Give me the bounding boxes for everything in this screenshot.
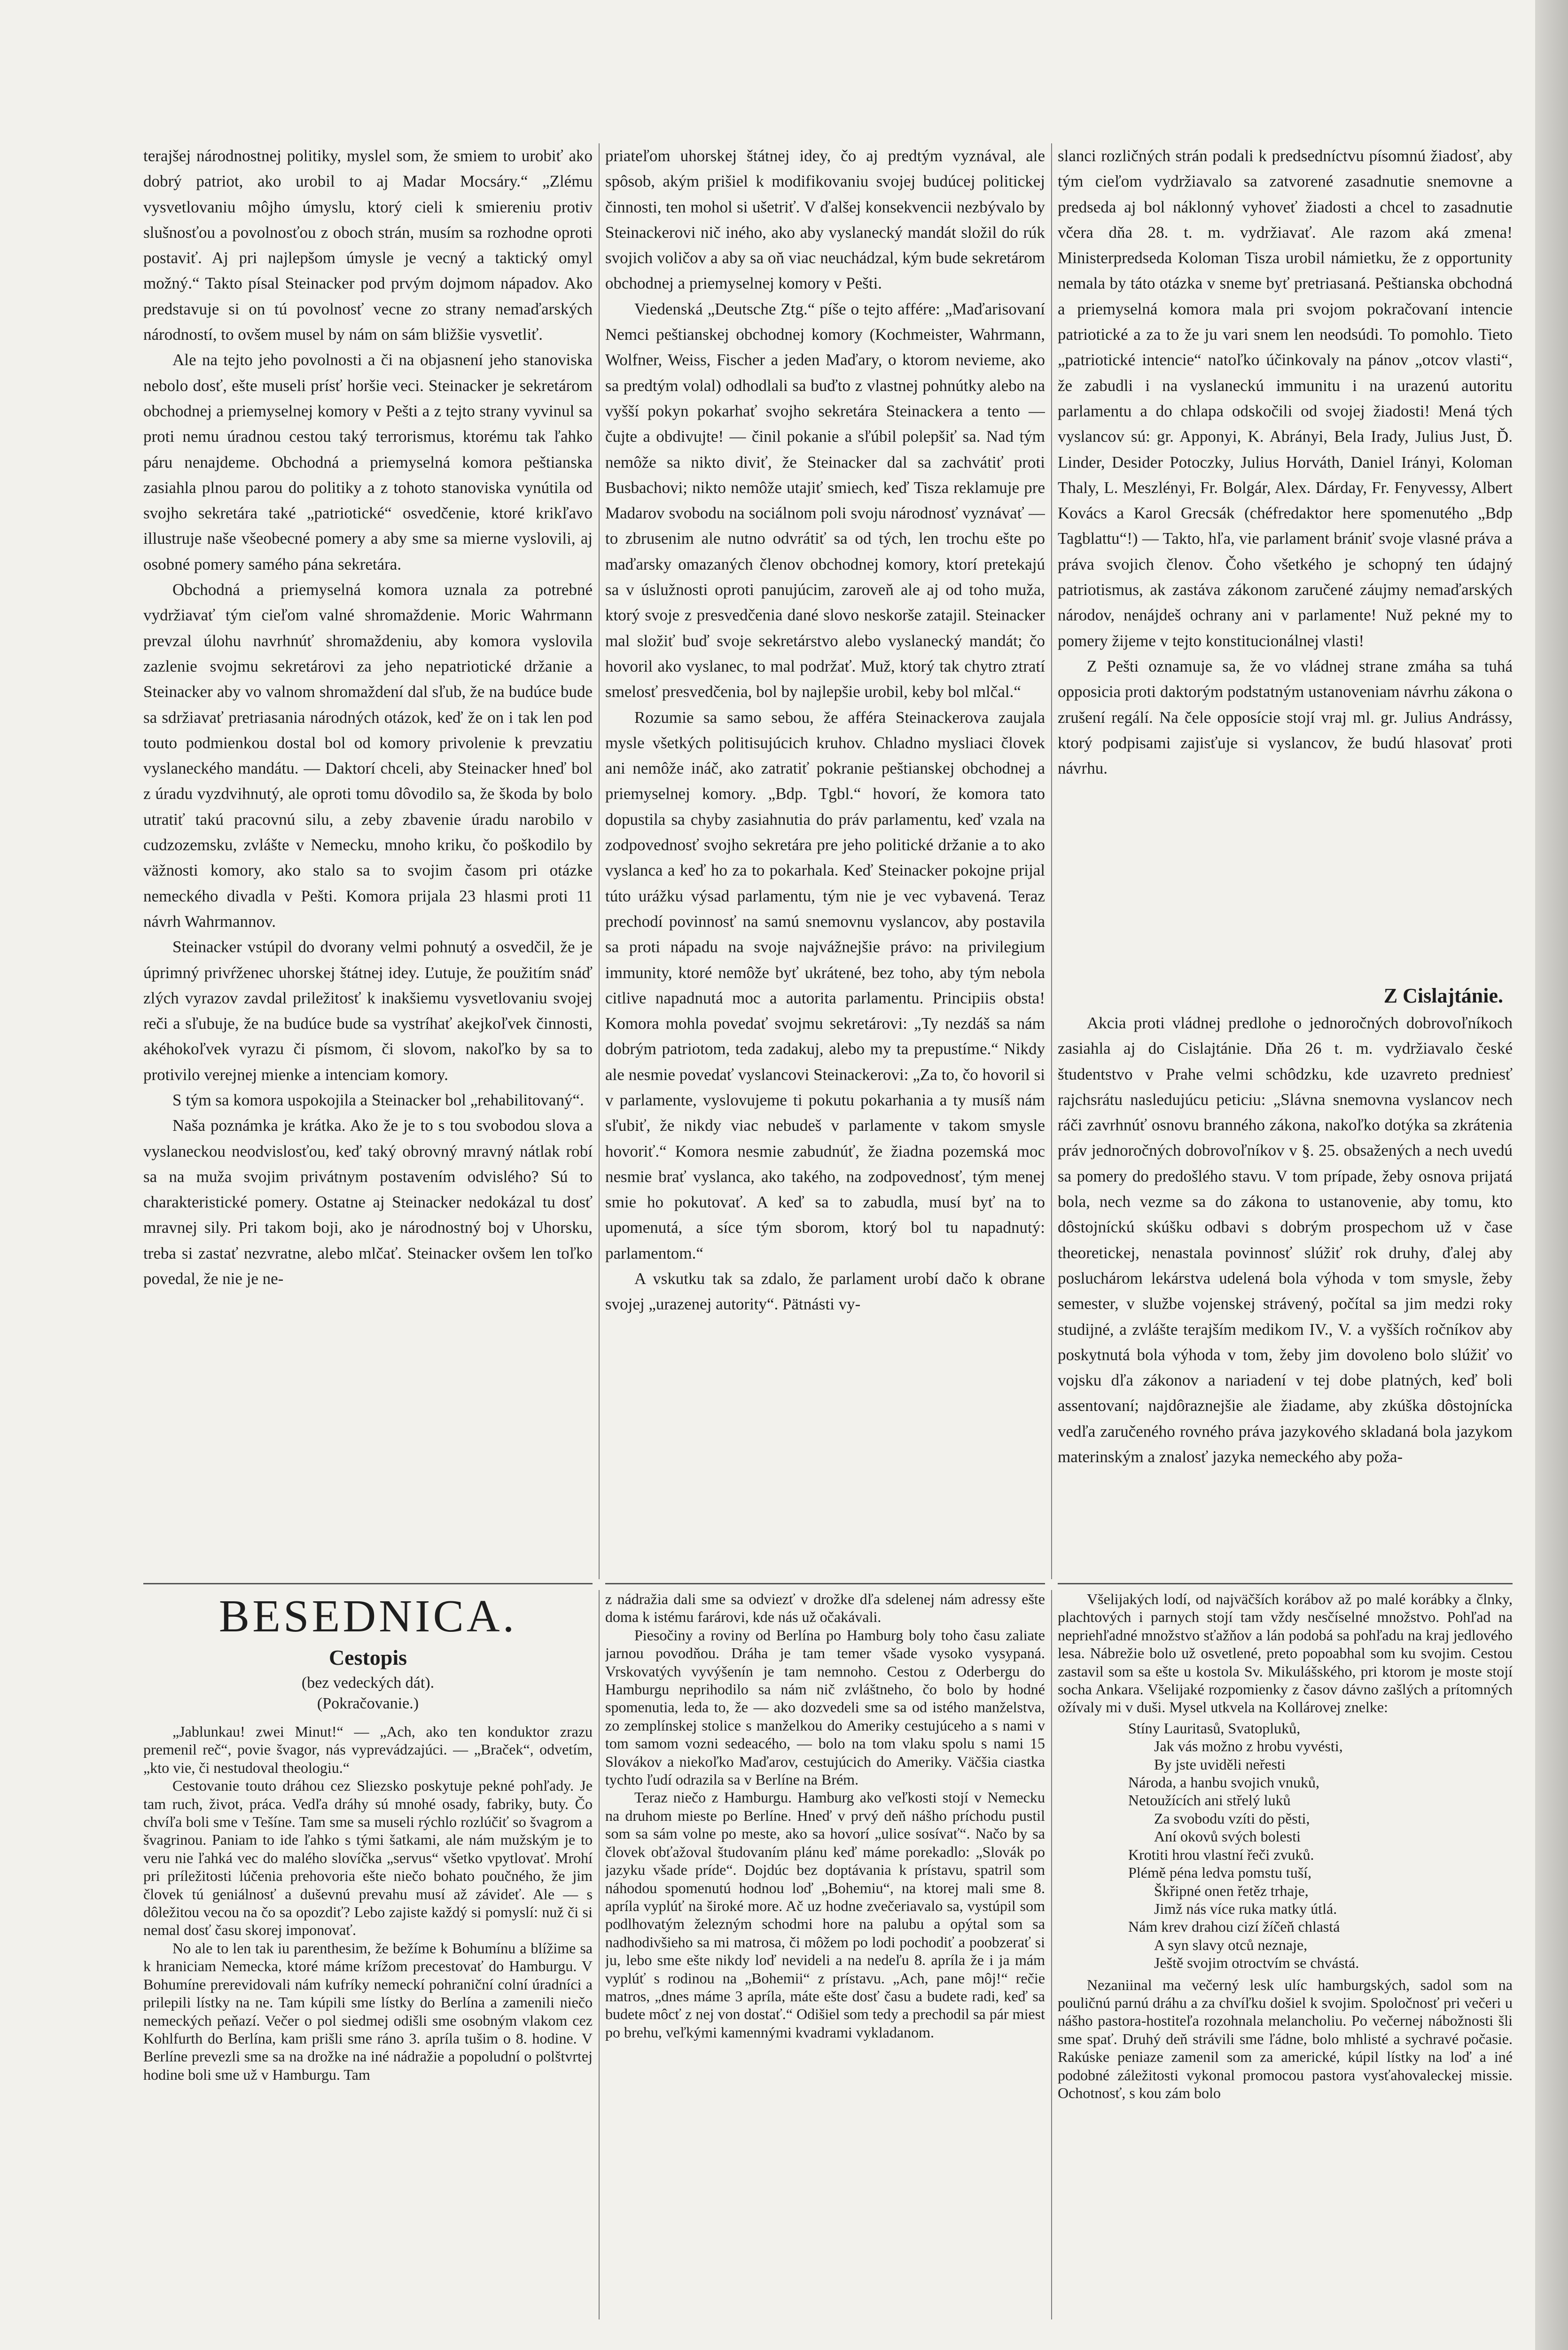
feuilleton-rule — [1058, 1583, 1513, 1584]
paragraph: Cestovanie touto dráhou cez Sliezsko poskytuje pekné pohľady. Je tam ruch, život, práca. Vedľa dráhy sú mnohé osady, fabriky, buty. Čo chvíľa boli sme v Tešíne. Tam sme sa museli rýchlo rozlúčiť so švagrom a švagrinou. Paniam to ide ľahko s tými šatkami, ale nám mužským je to veru nie ľahká vec do malého slovíčka „servus“ všetko vpytlovať. Mrohí pri príležitosti lúčenia prehovoria ešte niečo bohato poučného, že jim človek tú geniálnosť a duševnú prevahu musí až závideť. Ale — s dôležitou vecou na čo sa opozdiť? Lebo zajiste každý si pomyslí: nuž či si nemal dosť času skorej imponovať. — [143, 1777, 593, 1939]
paragraph: „Jablunkau! zwei Minut!“ — „Ach, ako ten konduktor zrazu premenil reč“, povie švagor, nás vyprevádzajúci. — „Braček“, odvetím, „kto vie, či nestudoval theologiu.“ — [143, 1723, 593, 1776]
paragraph: Ale na tejto jeho povolnosti a či na objasnení jeho stanoviska nebolo dosť, ešte museli prísť horšie veci. Steinacker je sekretárom obchodnej a priemyselnej komory v Pešti a z tejto strany vyvinul sa proti nemu úradnou cestou taký terrorismus, ktorému tak ľahko páru nenajdeme. Obchodná a priemyselná komora peštianska zasiahla plnou parou do politiky a z tohoto stanoviska vynútila od svojho sekretára také „patriotické“ osvedčenie, ktoré krikľavo illustruje naše všeobecné pomery a aby sme sa mierne vyslovili, aj osobné pomery samého pána sekretára. — [143, 351, 593, 573]
feuilleton-column-2 — [605, 1590, 1045, 2319]
poem-line: Ještě svojim otroctvím se chvástá. — [1154, 1954, 1359, 1972]
paragraph: Obchodná a priemyselná komora uznala za potrebné vydržiavať tým cieľom valné shromaždenie. Moric Wahrmann prevzal úlohu navrhnúť shromaždeniu, aby komora vyslovila zazlenie svojmu sekretárovi za jeho nepatriotické držanie a Steinacker aby vo valnom shromaždení dal sľub, že na budúce bude sa sdržiavať pretriasania národných otázok, keď že on i tak len pod touto podmienkou dostal bol od komory privolenie k prevzatiu vyslaneckého mandátu. — Daktorí chceli, aby Steinacker hneď bol z úradu vyzdvihnutý, ale oproti tomu dôvodilo sa, že škoda by bolo utratiť takú pracovnú silu, a zeby zbavenie úradu narobilo v cudzozemsku, zvlášte v Nemecku, mnoho kriku, čo poškodilo by väžnosti komory, ako stalo sa to svojim časom pri otázke nemeckého divadla v Pešti. Komora prijala 23 hlasmi proti 11 návrh Wahrmannov. — [143, 580, 593, 931]
poem-line: Aní okovů svých bolesti — [1154, 1828, 1301, 1845]
paragraph: Akcia proti vládnej predlohe o jednoročných dobrovoľníkoch zasiahla aj do Cislajtánie. Dňa 26 t. m. vydržiavalo české študentstvo v Prahe velmi schôdzku, kde uzavreto predniesť rajchsrátu nasledujúcu peticiu: „Slávna snemovna vyslancov nech ráči zavrhnúť osnovu branného zákona, nakoľko dotýka sa zkrátenia práv jednoročných dobrovoľníkov v §. 25. obsažených a nech uvedú sa pomery do predošlého stavu. V tom prípade, žeby osnova prijatá bola, nech vezme sa do zákona to ustanovenie, aby tomu, kto dôstojníckú skúšku odbavi s dobrým prospechom už v čase theoretickej, nenastala povinnosť slúžiť rok druhy, ďalej aby posluchárom lekárstva udelená bola výhoda v tom smysle, žeby semester, v službe vojenskej strávený, počítal sa jim medzi roky studijné, a zvlášte terajším medikom IV., V. a vyšších ročníkov aby poskytnutá bola výhoda v tom, žeby jim dovoleno bolo slúžiť vo vojsku dľa zákonov a nariadení v tej dobe platných, keď boli assentovaní; najdôraznejšie ale žiadame, aby zkúška dôstojnícka vedľa zaručeného rovného práva jazykového skladaná bola jazykom materinským a znalosť jazyka nemeckého aby poža- — [1058, 1014, 1513, 1466]
scan-edge — [1535, 0, 1568, 2350]
feuilleton-note: (bez vedeckých dát). — [301, 1674, 435, 1692]
paragraph: priateľom uhorskej štátnej idey, čo aj predtým vyznával, ale spôsob, akým prišiel k modifikovaniu svojej budúcej politickej činnosti, ten mohol si ušetriť. V ďalšej konsekvencii nezbývalo by Steinackerovi nič iného, ako aby vyslanecký mandát složil do rúk svojich voličov a aby sa oň viac neuchádzal, kým bude sekretárom obchodnej a priemyselnej komory v Pešti. — [605, 147, 1045, 293]
feuilleton-continued: (Pokračovanie.) — [317, 1695, 419, 1712]
poem-line: Škřipné onen řetěz trhaje, — [1154, 1882, 1309, 1899]
poem-line: Za svobodu vzíti do pěsti, — [1154, 1810, 1310, 1827]
paragraph: No ale to len tak iu parenthesim, že bežíme k Bohumínu a blížime sa k hraniciam Nemecka, ktoré máme krížom precestovať do Hamburgu. V Bohumíne prerevidovali nám kufríky nemeckí pohraniční colní úradníci a prilepili lístky na ne. Tam kúpili sme lístky do Berlína a zamenili niečo nemeckých peňazí. Večer o pol siedmej odišli sme osobným vlakom cez Kohlfurth do Berlína, kam prišli sme ráno 3. apríla tušim o 8. hodine. V Berlíne prevezli sme sa na drožke na iné nádražie a popoludní o polštvrtej hodine boli sme už v Hamburgu. Tam — [143, 1939, 593, 2083]
paragraph: Nezaniinal ma večerný lesk ulíc hamburgských, sadol som na pouličnú parnú dráhu a za chvíľku došiel k svojim. Spoločnosť pri večeri u nášho pastora-hostiteľa rozohnala melancholiu. Po večernej nábožnosti šli sme spať. Druhý deň strávili sme ľádne, bolo mhlisté a sychravé počasie. Rakúske peniaze zamenil som za americké, kúpil lístky na loď a iné podobné záležitosti vykonal promocou pastora vysťahovaleckej missie. Ochotnosť, s kou zám bolo — [1058, 1976, 1513, 2101]
feuilleton-subtitle: Cestopis — [328, 1645, 407, 1669]
column-rule — [1051, 1590, 1052, 2319]
poem-line: Jak vás možno z hrobu vyvésti, — [1154, 1738, 1343, 1755]
paragraph: Všelijakých lodí, od najväčších korábov až po malé korábky a člnky, plachtových i parnych stojí tam vždy nesčíselné množstvo. Pohľad na nepriehľadné množstvo sťažňov a lán podobá sa pohľadu na kraj jedlového lesa. Nábrežie bolo už osvetlené, preto popoabhal som ku svojim. Cestou zastavil som sa ešte u kostola Sv. Mikulášského, pri ktorom je moste stojí socha Ankara. Všelijaké rozpomienky z časov dávno zašlých a prítomných ožívaly mi v duši. Mysel utkvela na Kollárovej znelke: — [1058, 1590, 1513, 1716]
poem-line: Stíny Lauritasů, Svatopluků, — [1128, 1719, 1301, 1737]
column-rule — [599, 1590, 600, 2319]
paragraph: Steinacker vstúpil do dvorany velmi pohnutý a osvedčil, že je úprimný privŕženec uhorskej štátnej idey. Ľutuje, že použitím snáď zlých vyrazov zavdal priležitosť k inakšiemu vysvetlovaniu svojej reči a sľubuje, že na budúce bude sa vystríhať akejkoľvek činnosti, akéhokoľvek vyrazu či písmom, či slovom, nakoľko by sa to protivilo verejnej mienke a intenciam komory. — [143, 938, 593, 1084]
poem-line: A syn slavy otců neznaje, — [1154, 1936, 1308, 1953]
poem-line: By jste uviděli neřesti — [1154, 1755, 1286, 1773]
poem-line: Krotiti hrou vlastní řeči zvuků. — [1128, 1846, 1314, 1863]
paragraph: Naša poznámka je krátka. Ako že je to s tou svobodou slova a vyslaneckou neodvislosťou, keď taký obrovný mravný nátlak robí sa na muža svojim privátnym postavením odvislého? Sú to charakteristické pomery. Ostatne aj Steinacker nedokázal tu dosť mravnej sily. Pri takom boji, ako je národnostný boj v Uhorsku, treba si zastať nezvratne, alebo mlčať. Steinacker ovšem len toľko povedal, že nie je ne- — [143, 1116, 593, 1288]
feuilleton-column-3 — [1058, 1590, 1513, 2319]
feuilleton-column-1 — [143, 1723, 593, 2319]
paragraph: Viedenská „Deutsche Ztg.“ píše o tejto affére: „Maďarisovaní Nemci peštianskej obchodnej komory (Kochmeister, Wahrmann, Wolfner, Weiss, Fischer a jeden Maďary, o ktorom nevieme, ako sa predtým volal) odhodlali sa buďto z vlastnej pohnútky alebo na vyšší pokyn pokarhať svojho sekretára Steinackera a tento — čujte a obdivujte! — činil pokanie a sľúbil polepšiť sa. Nad tým nemôže sa nikto diviť, že Steinacker dal sa zachvátiť proti Busbachovi; nikto nemôže utajiť smiech, keď Tisza reklamuje pre Madarov svobodu na sociálnom poli svoju národnosť vyznávať — to zbrusenim ale nutno odvrátiť sa od tých, len trochu ešte po maďarsky omazaných členov obchodnej komory, ktorí pretekajú sa v úslužnosti oproti panujúcim, zaroveň ale aj od toho muža, ktorý svoje z presvedčenia dané slovo neskorše zatajil. Steinacker mal složiť buď svoje sekretárstvo alebo vyslanecký mandát; čo hovoril ako vyslanec, to mal podržať. Muž, ktorý tak chytro ztratí smelosť presvedčenia, bol by najlepšie urobil, keby bol mlčal.“ — [605, 299, 1045, 701]
feuilleton-rule — [605, 1583, 1045, 1584]
feuilleton-header — [143, 1590, 593, 1714]
column-3-continued — [1058, 1010, 1513, 1579]
paragraph: Teraz niečo z Hamburgu. Hamburg ako veľkosti stojí v Nemecku na druhom mieste po Berlíne. Hneď v prvý deň nášho príchodu pustil som sa sám volne po meste, ako sa hovorí „ulice sosívať“. Načo by sa človek obťažoval študovaním plánu keď máme porekadlo: „Slovák po jazyku všade príde“. Dojdúc bez doptávania k prístavu, spatril som náhodou spomenutú hodnou loď „Bohemiu“, na ktorej mali sme 8. apríla vyplúť na široké more. Ač uz hodne zvečeriavalo sa, vystúpil som podlhovatým železným schodmi hore na palubu a opýtal som sa nadhodivšieho sa mi matrosa, či môžem po lodi pochodiť a poobzerať si ju, lebo sme ešte nikdy loď nevideli a na nedeľu 8. apríla že i ja mám vyplúť s rodinou na „Bohemii“ z prístavu. „Ach, pane môj!“ rečie matros, „dnes máme 3 apríla, máte ešte dosť času a budete radi, keď sa budete môcť z nej von dostať.“ Odišiel som tedy a prechodil sa pár miest po brehu, veľkými kamennými kvadrami vykladanom. — [605, 1789, 1045, 2041]
column-2 — [605, 143, 1045, 1579]
paragraph: A vskutku tak sa zdalo, že parlament urobí dačo k obrane svojej „urazenej autority“. Pätnásti vy- — [605, 1269, 1045, 1314]
feuilleton-rule — [143, 1583, 593, 1584]
poem-line: Plémě péna ledva pomstu tuší, — [1128, 1864, 1312, 1881]
poem-line: Netoužících ani střelý luků — [1128, 1792, 1291, 1809]
column-rule — [1051, 143, 1052, 1579]
column-1 — [143, 143, 593, 1579]
poem — [1058, 1719, 1513, 1972]
poem-line: Jimž nás více ruka matky útlá. — [1154, 1900, 1337, 1917]
paragraph: Piesočiny a roviny od Berlína po Hamburg boly toho času zaliate jarnou povodňou. Dráha je tam temer všade vysoko vysypaná. Vrskovatých vyvýšenín je tam nemnoho. Cestou z Oderbergu do Hamburgu neprihodilo sa nám nič zvláštneho, čo bolo by hodné spomenutia, leda to, že — ako dozvedeli sme sa od istého manželstva, zo zemplínskej stolice s manželkou do Ameriky cestujúceho a s nami v tom samom vozni sedeacého, — bolo na tom vlaku spolu s nami 15 Slovákov a niekoľko Maďarov, cestujúcich do Ameriky. Väčšia ciastka tychto ľudí odrazila sa v Berlíne na Brém. — [605, 1626, 1045, 1788]
feuilleton-title: BESEDNICA. — [218, 1591, 517, 1642]
poem-line: Národa, a hanbu svojich vnuků, — [1128, 1774, 1320, 1791]
column-rule — [599, 143, 600, 1579]
paragraph: Rozumie sa samo sebou, že afféra Steinackerova zaujala mysle všetkých politisujúcich kruhov. Chladno mysliaci človek ani nemôže ináč, ako zatratiť pokranie peštianskej obchodnej a priemyselnej komory. „Bdp. Tgbl.“ hovorí, že komora tato dopustila sa chyby zasiahnutia do práv parlamentu, keď vzala na zodpovednosť svojho sekretára pre jeho politické držanie a to ako vyslanca a keď ho za to pokarhala. Keď Steinacker pokojne prijal túto urážku výsad parlamentu, tým nie je vec vybavená. Teraz prechodí povinnosť na samú snemovnu vyslancov, aby postavila sa proti nápadu na svoje najvážnejšie právo: na privilegium immunity, ktoré nemôže byť ukrátené, bez toho, aby tým nebola citlive napadnutá moc a autorita parlamentu. Principiis obsta! Komora mohla povedať svojmu sekretárovi: „Ty nezdáš sa nám dobrým patriotom, teda zadakuj, alebo my ta prepustíme.“ Nikdy ale nesmie povedať vyslancovi Steinackerovi: „Za to, čo hovoril si v parlamente, vyslovujeme ti pokutu pokarhania a ty musíš nám sľubiť, že nikdy viac nebudeš v parlamente v takom smysle hovoriť.“ Komora nesmie zabudnúť, že žiadna pozemská moc nesmie brať vyslanca, ako takého, na zodpovednosť, tým menej smie ho pokutovať. A keď sa to zabudla, musí byť na to upomenutá, a síce tým sborom, ktorý bol tu napadnutý: parlamentom.“ — [605, 708, 1045, 1262]
column-3 — [1058, 143, 1513, 980]
paragraph: Z Pešti oznamuje sa, že vo vládnej strane zmáha sa tuhá opposicia proti daktorým podstatným ustanoveniam návrhu zákona o zrušení regálí. Na čele opposície stojí vraj ml. gr. Julius Andrássy, ktorý podpisami zajisťuje si vyslancov, že budú hlasovať proti návrhu. — [1058, 657, 1513, 778]
poem-line: Nám krev drahou cizí žíčeň chlastá — [1128, 1918, 1340, 1935]
paragraph: z nádražia dali sme sa odviezť v drožke dľa sdelenej nám adressy ešte doma k istému farárovi, kde nás už očakávali. — [605, 1590, 1045, 1626]
section-heading: Z Cislajtánie. — [1383, 984, 1503, 1007]
paragraph: S tým sa komora uspokojila a Steinacker bol „rehabilitovaný“. — [172, 1090, 584, 1109]
paragraph: terajšej národnostnej politiky, myslel som, že smiem to urobiť ako dobrý patriot, ako urobil to aj Madar Mocsáry.“ „Zlému vysvetlovaniu môjho úmyslu, ktorý cieli k smiereniu protiv slušnosťou a povolnosťou z oboch strán, musím sa rozhodne oproti postaviť. Aj pri najlepšom úmysle je vecný a taktický omyl možný.“ Takto písal Steinacker pod prvým dojmom nápadov. Ako predstavuje si on tú povolnosť vecne zo strany nemaďarských národností, to ovšem musel by nám on sám bližšie vysvetliť. — [143, 147, 593, 344]
paragraph: slanci rozličných strán podali k predsedníctvu písomnú žiadosť, aby tým cieľom vydržiavalo sa zatvorené zasadnutie snemovne a predseda aj bol náklonný vyhoveť žiadosti a chcel to zasadnutie včera dňa 28. t. m. vydržiavať. Ale razom aká zmena! Ministerpredseda Koloman Tisza urobil námietku, že z opportunity nemala by táto otázka v sneme byť pretriasaná. Peštianska obchodná a priemyselná komora mala pri svojom pokračovaní intencie patriotické a za to že ju vari snem len neodsúdi. To pomohlo. Tieto „patriotické intencie“ natoľko účinkovaly na pánov „otcov vlasti“, že zabudli i na vyslaneckú immunitu i na urazenú autoritu parlamentu a do chlapa odskočili od svojej žiadosti! Mená tých vyslancov sú: gr. Apponyi, K. Abrányi, Bela Irady, Julius Just, Ď. Linder, Desider Potoczky, Julius Horváth, Daniel Irányi, Koloman Thaly, L. Meszlényi, Fr. Bolgár, Alex. Dárday, Fr. Fenyvessy, Albert Kovács a Karol Grecsák (chéfredaktor here spomenutého „Bdp Tagblattu“!) — Takto, hľa, vie parlament brániť svoje vlasné práva a práva svojich členov. Čoho všetkého je schopný ten údajný patriotismus, ak zastáva zákonom zaručené záujmy nemaďarských národov, nenájdeš ochrany ani v parlamente! Nuž pekné my to pomery žijeme v tejto konstitucionálnej vlasti! — [1058, 147, 1513, 650]
